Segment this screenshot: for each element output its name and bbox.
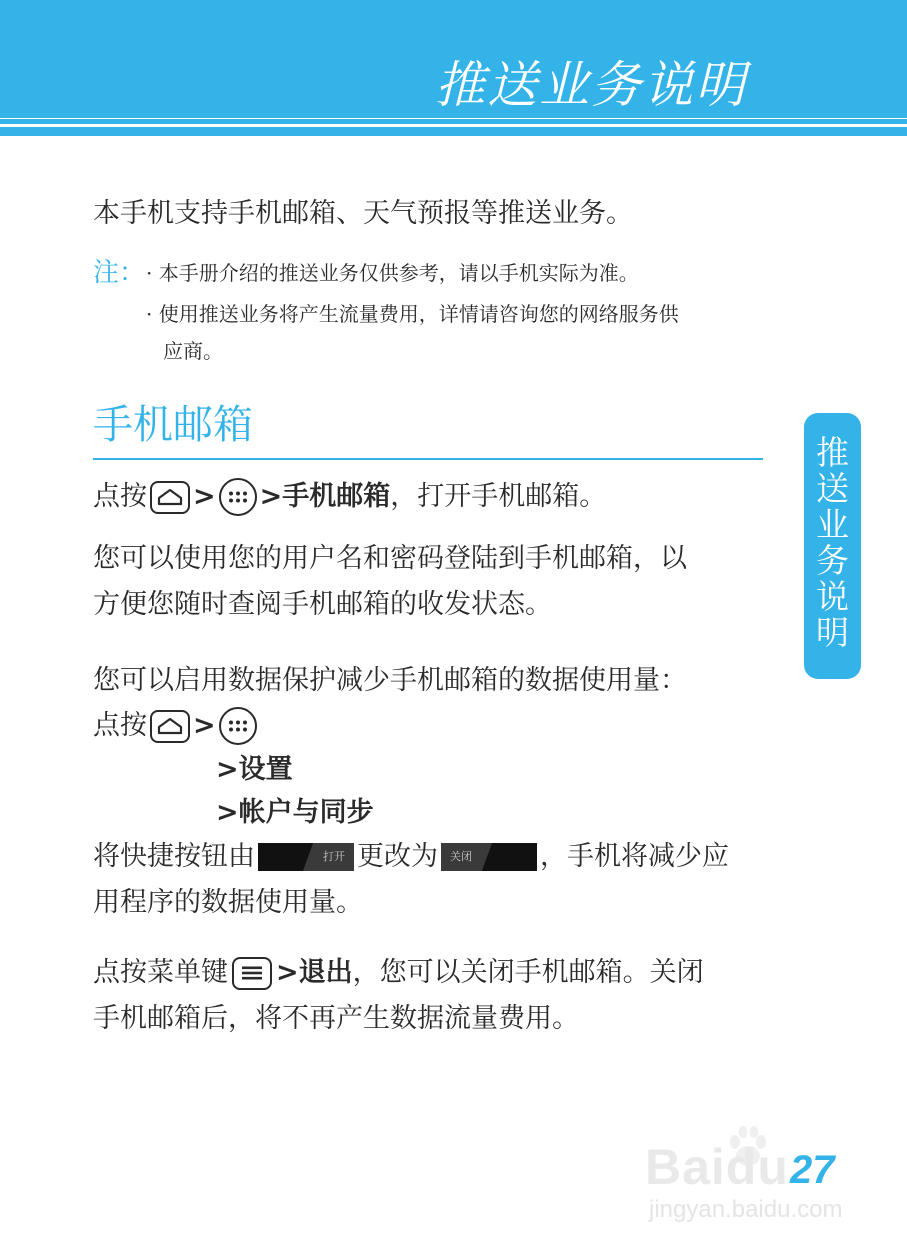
home-key-icon [150,710,190,743]
side-chapter-tab[interactable] [804,413,861,679]
step-exit-target: >退出 [276,957,353,988]
side-tab-char: 明 [816,613,849,652]
page-title: 推送业务说明 [435,56,747,114]
apps-grid-icon [219,478,257,516]
toggle-instruction [93,839,729,875]
step-text: 更改为 [357,841,438,872]
menu-key-icon [232,957,272,990]
home-key-icon [150,481,190,514]
step-settings: >设置 [216,754,293,785]
side-tab-char: 业 [816,505,849,544]
step-gt: > [193,710,216,741]
step-text: 点按菜单键 [93,957,228,988]
protect-intro-text: 您可以启用数据保护减少手机邮箱的数据使用量： [93,665,687,696]
note-label: 注： [93,258,146,288]
header-divider-thick [0,127,907,136]
step-text: 点按 [93,710,147,741]
toggle-instruction-line2: 用程序的数据使用量。 [93,887,363,918]
toggle-switch-off[interactable] [441,843,537,871]
page-number: 27 [790,1148,835,1192]
step-text: 将快捷按钮由 [93,841,255,872]
step-text: ，手机将减少应 [540,841,729,872]
apps-grid-icon [219,707,257,745]
step-text: ，您可以关闭手机邮箱。关闭 [352,957,704,988]
note-item: · 使用推送业务将产生流量费用，详情请咨询您的网络服务供 [146,302,679,326]
side-tab-char: 推 [816,433,849,472]
section-title: 手机邮箱 [93,402,253,448]
login-text-line2: 方便您随时查阅手机邮箱的收发状态。 [93,589,552,620]
toggle-on-label: 打开 [323,850,345,863]
exit-text-line2: 手机邮箱后，将不再产生数据流量费用。 [93,1003,579,1034]
step-target-mailbox: >手机邮箱 [259,481,391,512]
side-tab-char: 务 [816,541,849,580]
step-gt: > [193,481,216,512]
toggle-switch-on[interactable] [258,843,354,871]
section-divider [93,458,763,460]
baidu-watermark [645,1130,875,1230]
step-open-mailbox [93,478,606,516]
step-exit [93,955,704,991]
step-text: ，打开手机邮箱。 [390,481,607,512]
note-item-continuation: 应商。 [163,339,223,363]
watermark-logo: Baidu [645,1139,789,1195]
login-text-line1: 您可以使用您的用户名和密码登陆到手机邮箱，以 [93,543,687,574]
header-divider-thin [0,119,907,124]
step-open-settings [93,707,260,745]
side-tab-label [804,435,861,651]
side-tab-char: 送 [816,469,849,508]
step-accounts-sync: >帐户与同步 [216,797,374,828]
watermark-url: jingyan.baidu.com [649,1196,843,1223]
step-text: 点按 [93,481,147,512]
intro-text: 本手机支持手机邮箱、天气预报等推送业务。 [93,198,633,229]
toggle-off-label: 关闭 [450,850,472,863]
side-tab-char: 说 [816,577,849,616]
note-item: · 本手册介绍的推送业务仅供参考，请以手机实际为准。 [146,261,639,285]
